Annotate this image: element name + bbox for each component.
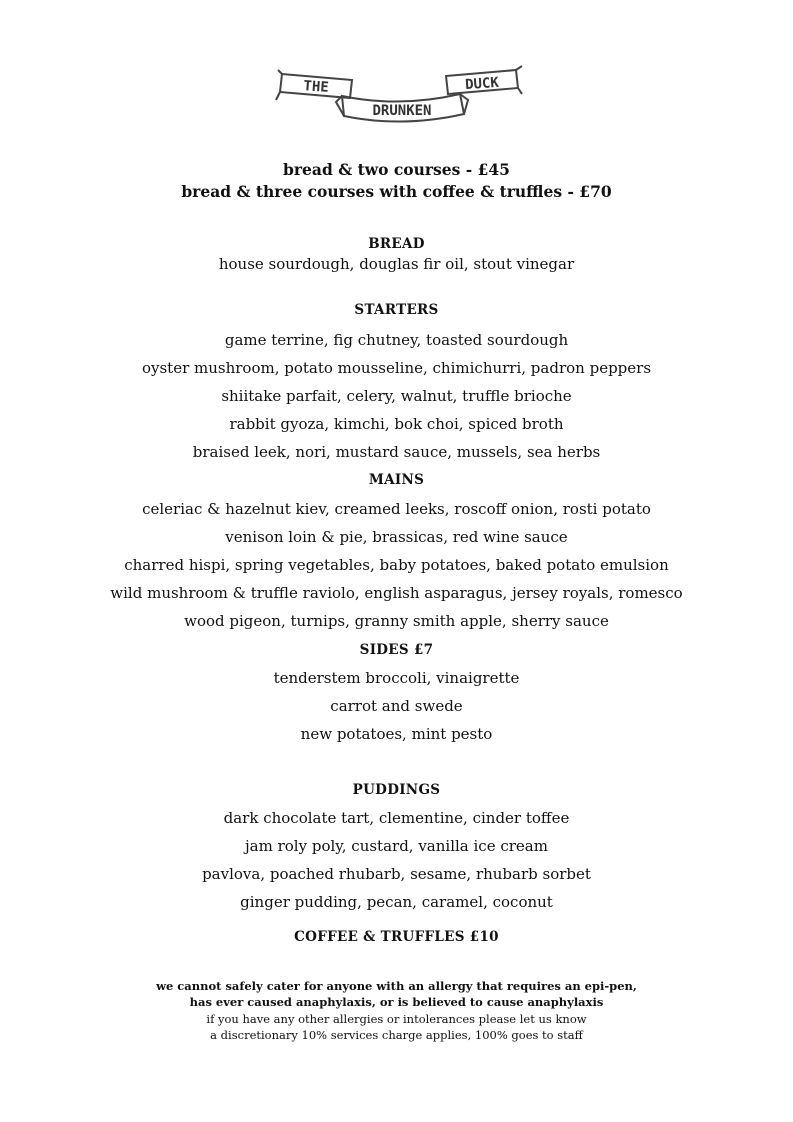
pudding-item: pavlova, poached rhubarb, sesame, rhubarb sorbet [202, 865, 591, 883]
pudding-item: ginger pudding, pecan, caramel, coconut [240, 893, 553, 911]
drunken-duck-logo [274, 62, 524, 130]
pudding-item: jam roly poly, custard, vanilla ice cream [245, 837, 548, 855]
starter-item: game terrine, fig chutney, toasted sourdough [224, 331, 569, 349]
logo-word-drunken: DRUNKEN [372, 103, 432, 119]
allergy-notice-line2: has ever caused anaphylaxis, or is believed to cause anaphylaxis [189, 995, 604, 1009]
starters-heading: STARTERS [354, 302, 439, 318]
starter-item: rabbit gyoza, kimchi, bok choi, spiced broth [229, 415, 564, 433]
allergy-notice-line1: we cannot safely cater for anyone with an allergy that requires an epi-pen, [156, 979, 637, 993]
bread-item: house sourdough, douglas fir oil, stout vinegar [218, 255, 575, 273]
main-item: celeriac & hazelnut kiev, creamed leeks, roscoff onion, rosti potato [142, 500, 651, 518]
starter-item: shiitake parfait, celery, walnut, truffle brioche [221, 387, 572, 405]
logo-word-the: THE [302, 78, 330, 96]
main-item: charred hispi, spring vegetables, baby potatoes, baked potato emulsion [124, 556, 669, 574]
starter-item: oyster mushroom, potato mousseline, chimichurri, padron peppers [141, 359, 652, 377]
mains-heading: MAINS [368, 472, 425, 488]
side-item: tenderstem broccoli, vinaigrette [273, 669, 520, 687]
service-charge-notice: a discretionary 10% services charge applies, 100% goes to staff [210, 1028, 583, 1042]
side-item: carrot and swede [330, 697, 463, 715]
side-item: new potatoes, mint pesto [300, 725, 493, 743]
main-item: wild mushroom & truffle raviolo, english asparagus, jersey royals, romesco [110, 584, 683, 602]
puddings-heading: PUDDINGS [352, 782, 441, 798]
main-item: wood pigeon, turnips, granny smith apple, sherry sauce [184, 612, 609, 630]
logo-word-duck: DUCK [464, 74, 500, 94]
price-two-courses: bread & two courses - £45 [283, 160, 510, 179]
allergy-notice-line3: if you have any other allergies or intolerances please let us know [206, 1012, 587, 1026]
coffee-truffles-heading: COFFEE & TRUFFLES £10 [294, 929, 499, 945]
main-item: venison loin & pie, brassicas, red wine sauce [225, 528, 568, 546]
bread-heading: BREAD [368, 236, 425, 252]
sides-heading: SIDES £7 [359, 642, 434, 658]
pudding-item: dark chocolate tart, clementine, cinder toffee [223, 809, 570, 827]
price-three-courses: bread & three courses with coffee & truffles - £70 [181, 182, 612, 201]
starter-item: braised leek, nori, mustard sauce, mussels, sea herbs [192, 443, 601, 461]
